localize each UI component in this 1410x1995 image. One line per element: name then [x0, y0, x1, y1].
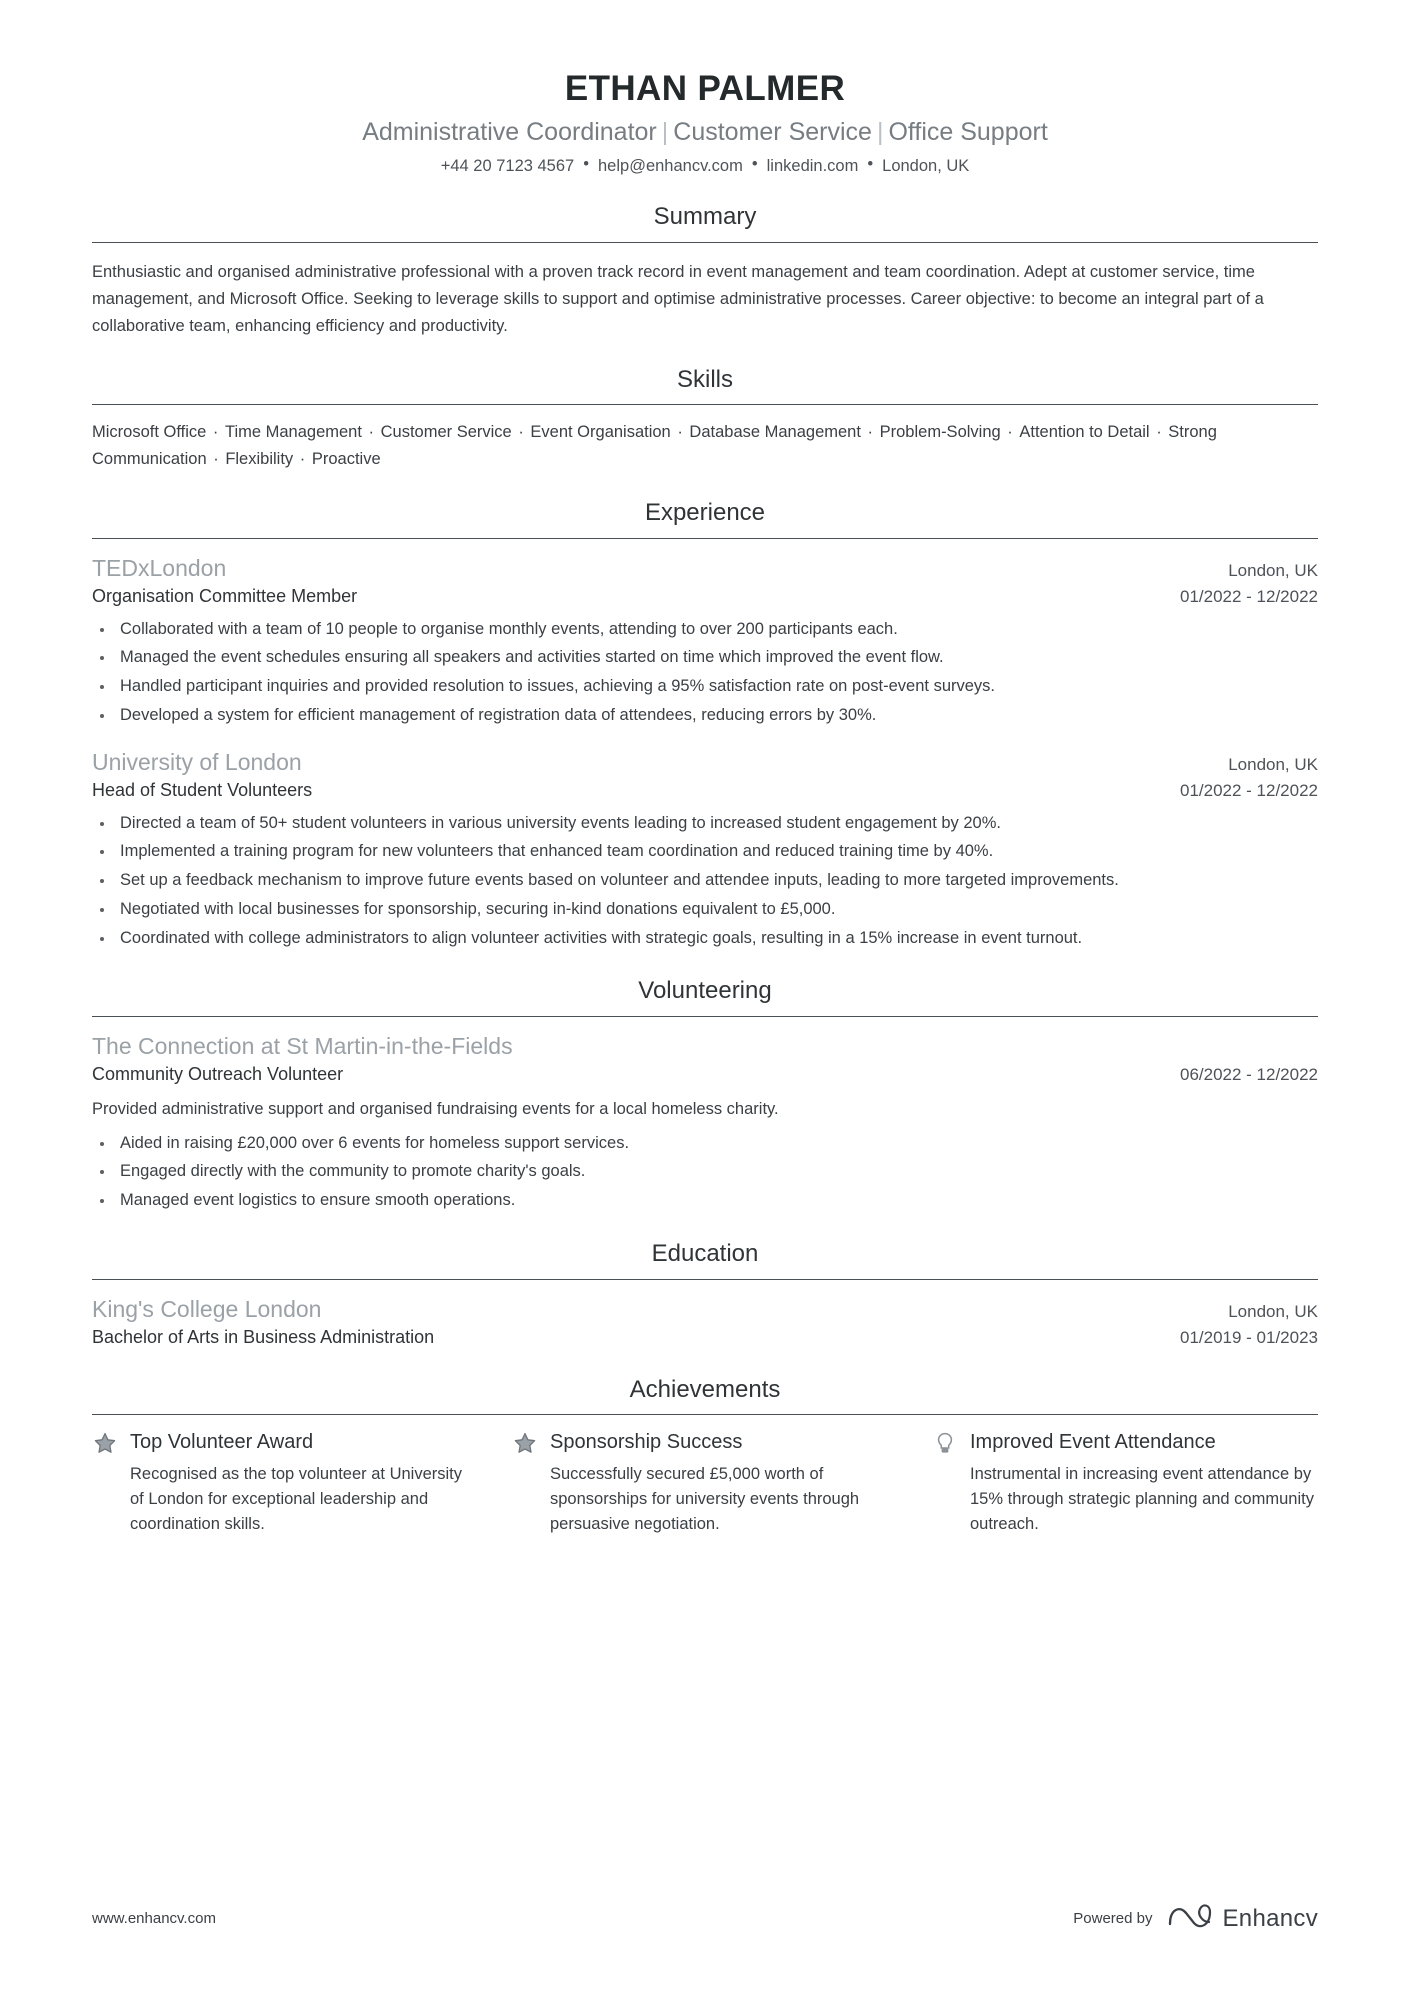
entry-description: Provided administrative support and organised fundraising events for a local homeless charity. — [92, 1100, 779, 1119]
experience-entries — [92, 553, 1318, 952]
contact-line — [92, 156, 1318, 177]
entry-header-row — [92, 553, 1318, 584]
entry-role: Organisation Committee Member — [92, 585, 358, 606]
skill-separator: · — [208, 423, 223, 442]
section-divider — [92, 404, 1318, 405]
skill-separator: · — [208, 450, 224, 469]
section-divider — [92, 1414, 1318, 1415]
skill-separator: · — [672, 423, 688, 442]
section-title-achievements: Achievements — [629, 1375, 781, 1403]
section-summary — [92, 203, 1318, 339]
entry-header-row — [92, 1031, 1318, 1062]
skill-item: Customer Service — [380, 423, 512, 442]
section-skills — [92, 366, 1318, 473]
entry-bullet-list — [92, 617, 1318, 729]
page-footer — [92, 1902, 1318, 1935]
resume-entry — [92, 1294, 1318, 1350]
bullet-item: Aided in raising £20,000 over 6 events for homeless support services. — [92, 1131, 1318, 1157]
entry-dates: 01/2022 - 12/2022 — [1179, 586, 1318, 606]
section-education — [92, 1240, 1318, 1350]
contact-linkedin[interactable]: linkedin.com — [766, 156, 859, 175]
contact-separator-3: • — [867, 154, 874, 173]
section-divider — [92, 242, 1318, 243]
skill-item: Database Management — [689, 423, 861, 442]
entry-role: Community Outreach Volunteer — [92, 1064, 344, 1085]
resume-header — [92, 70, 1318, 177]
achievement-description: Recognised as the top volunteer at University of London for exceptional leadership and coordination skills. — [130, 1465, 463, 1533]
skills-list — [92, 419, 1318, 472]
star-icon — [512, 1430, 538, 1456]
achievements-grid — [92, 1429, 1318, 1536]
headline-separator-1: | — [661, 117, 669, 146]
bullet-item: Negotiated with local businesses for sponsorship, securing in-kind donations equivalent to £5,000. — [92, 897, 1318, 923]
bullet-item: Developed a system for efficient management of registration data of attendees, reducing errors by 30%. — [92, 703, 1318, 729]
skill-separator: · — [513, 423, 529, 442]
achievement-description: Instrumental in increasing event attendance by 15% through strategic planning and community outreach. — [970, 1465, 1314, 1533]
skill-item: Event Organisation — [530, 423, 671, 442]
achievement-header — [932, 1429, 1318, 1456]
skill-item: Flexibility — [225, 450, 294, 469]
skill-separator: · — [1151, 423, 1167, 442]
summary-text: Enthusiastic and organised administrative professional with a proven track record in event management and team coordination. Adept at customer service, time management, and Microsoft Office. Seeking to leverage skills to support and optimise administrative processes. Career objective: to become an integral part of a collaborative team, enhancing efficiency and productivity. — [92, 263, 1264, 335]
contact-email[interactable]: help@enhancv.com — [598, 156, 743, 175]
section-divider — [92, 538, 1318, 539]
entry-bullet-list — [92, 1131, 1318, 1214]
entry-header-row — [92, 1294, 1318, 1325]
contact-location: London, UK — [882, 156, 970, 175]
section-title-volunteering: Volunteering — [638, 977, 772, 1005]
entry-role: Bachelor of Arts in Business Administration — [92, 1326, 435, 1347]
entry-subheader-row — [92, 778, 1318, 803]
entry-subheader-row — [92, 1325, 1318, 1350]
entry-dates: 01/2022 - 12/2022 — [1179, 780, 1318, 800]
bullet-item: Handled participant inquiries and provided resolution to issues, achieving a 95% satisfaction rate on post-event surveys. — [92, 674, 1318, 700]
footer-branding — [1073, 1902, 1318, 1935]
powered-by-label: Powered by — [1073, 1910, 1153, 1927]
skill-item: Attention to Detail — [1019, 423, 1150, 442]
contact-separator-2: • — [751, 154, 758, 173]
contact-phone: +44 20 7123 4567 — [440, 156, 575, 175]
headline-part-1: Administrative Coordinator — [362, 117, 657, 146]
skill-item: Problem-Solving — [879, 423, 1001, 442]
bullet-item: Collaborated with a team of 10 people to organise monthly events, attending to over 200 participants each. — [92, 617, 1318, 643]
bullet-item: Directed a team of 50+ student volunteers in various university events leading to increased student engagement by 20%. — [92, 811, 1318, 837]
professional-headline — [92, 117, 1318, 148]
entry-subheader-row — [92, 1062, 1318, 1087]
volunteering-entries — [92, 1031, 1318, 1214]
star-icon — [92, 1430, 118, 1456]
skill-separator: · — [1002, 423, 1018, 442]
achievement-item — [932, 1429, 1318, 1536]
resume-entry — [92, 747, 1318, 952]
skill-separator: · — [862, 423, 878, 442]
skill-item: Time Management — [224, 423, 362, 442]
education-entries — [92, 1294, 1318, 1350]
section-divider — [92, 1016, 1318, 1017]
enhancv-wordmark: Enhancv — [1222, 1904, 1318, 1932]
bullet-item: Set up a feedback mechanism to improve future events based on volunteer and attendee inputs, leading to more targeted improvements. — [92, 868, 1318, 894]
section-volunteering — [92, 977, 1318, 1214]
contact-separator-1: • — [583, 154, 589, 173]
section-title-education: Education — [651, 1239, 759, 1267]
entry-organisation: University of London — [92, 748, 302, 775]
entry-location: London, UK — [1228, 560, 1318, 580]
section-title-skills: Skills — [676, 365, 733, 393]
section-title-experience: Experience — [644, 498, 766, 526]
bullet-item: Managed event logistics to ensure smooth operations. — [92, 1188, 1318, 1214]
entry-location: London, UK — [1228, 1301, 1318, 1321]
resume-entry — [92, 553, 1318, 729]
achievement-description: Successfully secured £5,000 worth of sponsorships for university events through persuasive negotiation. — [550, 1465, 860, 1533]
entry-dates: 06/2022 - 12/2022 — [1179, 1065, 1318, 1085]
achievement-title: Sponsorship Success — [550, 1431, 743, 1454]
bullet-item: Managed the event schedules ensuring all speakers and activities started on time which improved the event flow. — [92, 645, 1318, 671]
section-experience — [92, 499, 1318, 951]
enhancv-mark-icon — [1167, 1902, 1213, 1935]
skill-separator: · — [295, 450, 310, 469]
entry-organisation: The Connection at St Martin-in-the-Fields — [92, 1033, 513, 1060]
entry-bullet-list — [92, 811, 1318, 952]
headline-part-2: Customer Service — [673, 117, 872, 146]
achievement-title: Improved Event Attendance — [970, 1431, 1216, 1454]
entry-role: Head of Student Volunteers — [92, 779, 313, 800]
lightbulb-icon — [932, 1430, 958, 1456]
section-title-summary: Summary — [653, 203, 757, 231]
achievement-item — [512, 1429, 898, 1536]
entry-location: London, UK — [1228, 754, 1318, 774]
entry-organisation: King's College London — [92, 1295, 322, 1322]
resume-entry — [92, 1031, 1318, 1214]
achievement-title: Top Volunteer Award — [130, 1431, 314, 1454]
entry-subheader-row — [92, 584, 1318, 609]
page-title: ETHAN PALMER — [564, 69, 846, 108]
enhancv-logo — [1167, 1902, 1319, 1935]
headline-separator-2: | — [876, 117, 884, 146]
section-achievements — [92, 1376, 1318, 1537]
headline-part-3: Office Support — [888, 117, 1048, 146]
skill-item: Strong Communication — [92, 423, 1217, 469]
achievement-header — [512, 1429, 898, 1456]
skill-item: Microsoft Office — [92, 423, 207, 442]
bullet-item: Engaged directly with the community to promote charity's goals. — [92, 1159, 1318, 1185]
section-divider — [92, 1279, 1318, 1280]
bullet-item: Coordinated with college administrators to align volunteer activities with strategic goals, resulting in a 15% increase in event turnout. — [92, 926, 1318, 952]
footer-website-url[interactable]: www.enhancv.com — [92, 1910, 216, 1927]
entry-organisation: TEDxLondon — [92, 554, 227, 581]
skill-item: Proactive — [311, 450, 381, 469]
achievement-item — [92, 1429, 478, 1536]
skill-separator: · — [363, 423, 379, 442]
entry-dates: 01/2019 - 01/2023 — [1179, 1327, 1318, 1347]
bullet-item: Implemented a training program for new volunteers that enhanced team coordination and reduced training time by 40%. — [92, 839, 1318, 865]
achievement-header — [92, 1429, 478, 1456]
entry-header-row — [92, 747, 1318, 778]
